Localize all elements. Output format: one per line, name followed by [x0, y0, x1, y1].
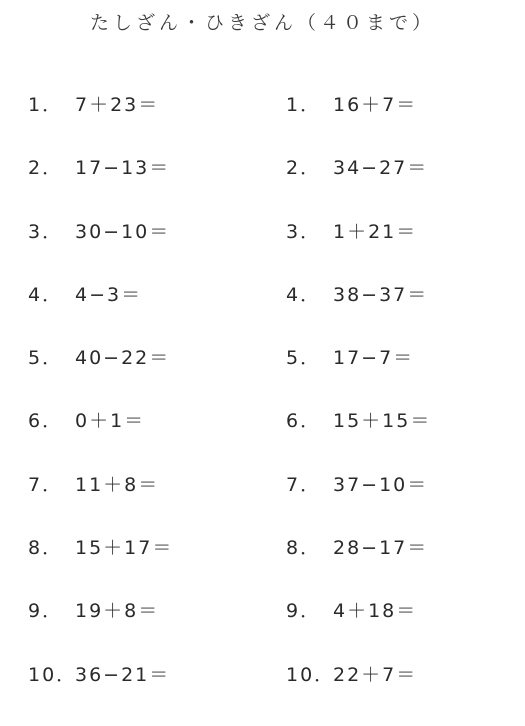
problem-expression: 36−21＝ — [75, 663, 171, 686]
problem-number: 2． — [286, 157, 322, 180]
problem-expression: 15＋15＝ — [333, 410, 432, 433]
problem-number: 4． — [286, 283, 322, 306]
right-column — [286, 90, 506, 723]
left-column — [28, 90, 286, 723]
problem-expression: 17−7＝ — [333, 347, 415, 370]
problem-item — [286, 406, 506, 469]
problem-expression: 22＋7＝ — [333, 663, 418, 686]
problem-expression: 34−27＝ — [333, 157, 429, 180]
problem-number: 6． — [28, 410, 64, 433]
problem-item — [28, 217, 286, 280]
page-title: たしざん・ひきざん（４０まで） — [89, 12, 435, 34]
problem-expression: 30−10＝ — [75, 220, 171, 243]
problem-number: 5． — [286, 347, 322, 370]
problem-number: 10． — [28, 663, 78, 686]
problem-number: 9． — [286, 600, 322, 623]
problem-item — [28, 90, 286, 153]
problem-item — [28, 470, 286, 533]
problem-item — [28, 280, 286, 343]
problem-item — [28, 596, 286, 659]
problem-expression: 28−17＝ — [333, 537, 429, 560]
problem-item — [286, 217, 506, 280]
problem-number: 8． — [286, 537, 322, 560]
problem-expression: 19＋8＝ — [75, 600, 160, 623]
problem-item — [28, 533, 286, 596]
problem-expression: 17−13＝ — [75, 157, 171, 180]
problem-number: 10． — [286, 663, 336, 686]
problem-expression: 1＋21＝ — [333, 220, 418, 243]
problem-item — [286, 90, 506, 153]
problem-expression: 16＋7＝ — [333, 94, 418, 116]
problem-item — [28, 660, 286, 723]
problem-item — [286, 280, 506, 343]
problem-expression: 4＋18＝ — [333, 600, 418, 623]
problem-number: 3． — [286, 220, 322, 243]
problem-item — [28, 153, 286, 216]
problem-expression: 38−37＝ — [333, 283, 429, 306]
problem-expression: 0＋1＝ — [75, 410, 146, 433]
problem-expression: 11＋8＝ — [75, 473, 160, 496]
problem-expression: 40−22＝ — [75, 347, 171, 370]
problem-item — [286, 343, 506, 406]
problem-number: 7． — [286, 473, 322, 496]
problem-item — [28, 343, 286, 406]
problem-expression: 15＋17＝ — [75, 537, 174, 560]
problem-item — [286, 660, 506, 723]
problem-expression: 7＋23＝ — [75, 94, 160, 116]
problem-number: 3． — [28, 220, 64, 243]
problem-number: 5． — [28, 347, 64, 370]
problem-item — [286, 533, 506, 596]
problem-number: 2． — [28, 157, 64, 180]
problem-number: 9． — [28, 600, 64, 623]
problem-number: 6． — [286, 410, 322, 433]
problem-columns — [28, 90, 508, 723]
problem-number: 7． — [28, 473, 64, 496]
problem-number: 1． — [28, 94, 64, 116]
problem-number: 4． — [28, 283, 64, 306]
problem-item — [286, 153, 506, 216]
problem-item — [28, 406, 286, 469]
problem-number: 8． — [28, 537, 64, 560]
problem-item — [286, 470, 506, 533]
problem-item — [286, 596, 506, 659]
problem-expression: 37−10＝ — [333, 473, 429, 496]
problem-number: 1． — [286, 94, 322, 116]
problem-expression: 4−3＝ — [75, 283, 143, 306]
